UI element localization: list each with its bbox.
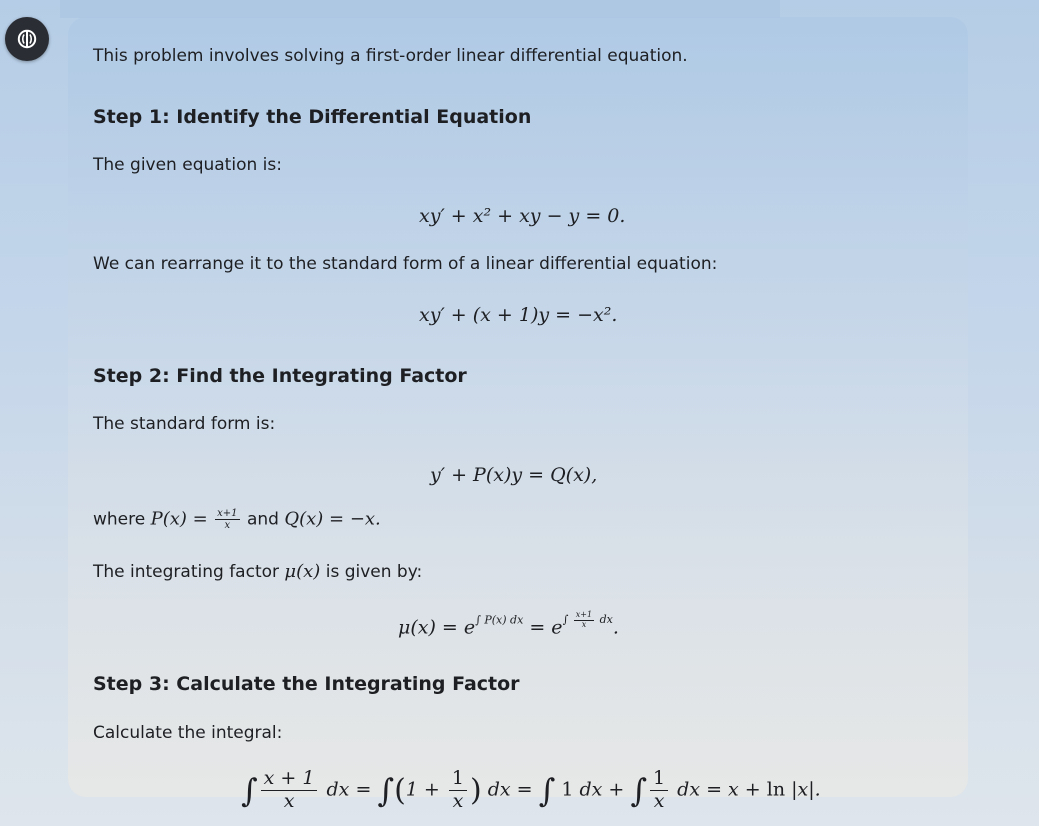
intro-text: This problem involves solving a first-order linear differential equation. — [93, 46, 688, 66]
where-and: and — [246, 509, 279, 530]
step2-where-line — [93, 508, 381, 531]
step2-standard-equation: y′ + P(x)y = Q(x), — [430, 464, 598, 486]
mu-eq2: = e — [523, 616, 563, 639]
assistant-avatar — [5, 17, 49, 61]
where-q: Q(x) = −x. — [284, 508, 381, 530]
step1-heading: Step 1: Identify the Differential Equation — [93, 106, 532, 128]
step3-calc-text: Calculate the integral: — [93, 723, 283, 743]
step2-integrating-factor-line — [93, 561, 422, 582]
where-p-lhs: P(x) = — [150, 508, 208, 530]
assistant-message-content — [93, 0, 943, 826]
mu-end: . — [612, 616, 619, 639]
mu-exp2: ∫ x+1 x dx — [562, 610, 613, 629]
step1-standard-equation: xy′ + (x + 1)y = −x². — [419, 304, 618, 326]
step1-given-text: The given equation is: — [93, 155, 282, 175]
if-prefix: The integrating factor — [93, 562, 280, 582]
step2-mu-equation — [398, 611, 619, 638]
step3-heading: Step 3: Calculate the Integrating Factor — [93, 673, 520, 695]
step1-equation: xy′ + x² + xy − y = 0. — [419, 205, 626, 227]
step2-heading: Step 2: Find the Integrating Factor — [93, 365, 467, 387]
where-p-fraction — [215, 508, 239, 531]
step2-standard-text: The standard form is: — [93, 414, 276, 434]
where-frac-denominator: x — [224, 520, 231, 531]
if-mu: μ(x) — [284, 561, 321, 582]
where-prefix: where — [93, 509, 146, 530]
openai-logo-icon — [16, 28, 38, 50]
mu-lhs: μ(x) = e — [398, 616, 476, 639]
if-suffix: is given by: — [325, 562, 423, 582]
step3-integral-equation: ∫ $\frac{x + 1}{x}$ dx = ∫(1 + $\frac{1}{x}$ ) dx = ∫ 1 dx + ∫ $\frac{1}{x}$ dx = x + ln |x|. — [241, 767, 821, 812]
step1-rearrange-text: We can rearrange it to the standard form of a linear differential equation: — [93, 254, 718, 274]
where-frac-numerator: x+1 — [217, 508, 238, 519]
mu-exp1: ∫ P(x) dx — [475, 613, 524, 627]
